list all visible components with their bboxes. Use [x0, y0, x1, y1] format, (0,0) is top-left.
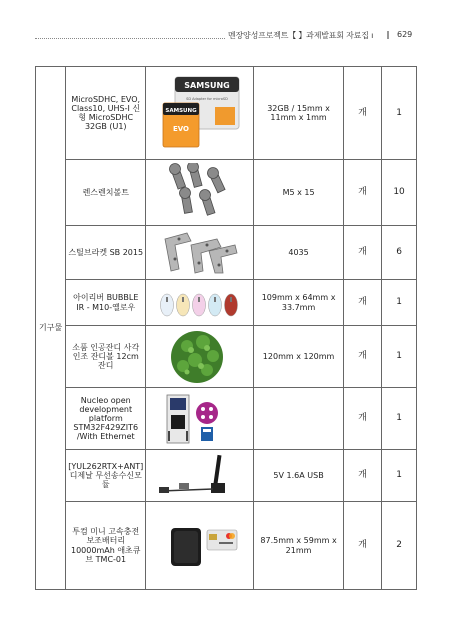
item-unit: 개	[343, 160, 381, 226]
microsd-label: EVO	[172, 125, 189, 133]
item-name: 아이리버 BUBBLE IR - M10-옐로우	[66, 280, 146, 326]
sd-adapter-label: SD Adapter for microSD	[185, 97, 228, 101]
header-separator: ‖	[386, 30, 390, 39]
item-qty: 2	[382, 502, 417, 590]
item-spec: 120mm x 120mm	[254, 326, 343, 388]
item-name: [YUL262RTX+ANT] 디제날 무선송수신모듈	[66, 450, 146, 502]
item-unit: 개	[343, 326, 381, 388]
category-cell: 기구물	[36, 67, 66, 590]
table-row	[36, 280, 417, 326]
item-unit: 개	[343, 280, 381, 326]
item-image-cell	[146, 388, 254, 450]
item-name: MicroSDHC, EVO, Class10, UHS-I 신형 MicroSDHC 32GB (U1)	[66, 67, 146, 160]
page-number: 629	[397, 30, 413, 39]
sd-adapter-brand: SAMSUNG	[184, 81, 230, 90]
samsung-microsd-card-image	[157, 73, 243, 153]
header-dotted-rule	[35, 38, 225, 39]
microsd-brand: SAMSUNG	[165, 108, 197, 114]
item-spec: M5 x 15	[254, 160, 343, 226]
mouse-wheel	[230, 297, 232, 302]
item-image-cell	[146, 502, 254, 590]
table-row	[36, 326, 417, 388]
item-spec	[254, 388, 343, 450]
item-spec: 5V 1.6A USB	[254, 450, 343, 502]
table-row	[36, 450, 417, 502]
page-header	[0, 30, 452, 46]
item-qty: 1	[382, 388, 417, 450]
mouse-wheel	[182, 297, 184, 302]
item-spec: 87.5mm x 59mm x 21mm	[254, 502, 343, 590]
hex-bolts-image	[157, 163, 243, 223]
table-row	[36, 388, 417, 450]
table-row	[36, 160, 417, 226]
parts-table	[35, 66, 417, 590]
item-qty: 1	[382, 280, 417, 326]
item-name: Nucleo open development platform STM32F429ZIT6 /With Ethernet	[66, 388, 146, 450]
table-row	[36, 67, 417, 160]
header-title: 멘장양성프로젝트【 】과제발표회 자료집 ı	[228, 31, 374, 40]
item-unit: 개	[343, 226, 381, 280]
color-mice-image	[157, 285, 243, 321]
mouse-wheel	[166, 297, 168, 302]
table-row	[36, 226, 417, 280]
item-unit: 개	[343, 388, 381, 450]
item-image-cell	[146, 67, 254, 160]
item-qty: 1	[382, 450, 417, 502]
item-name: 투컴 미니 고속충전 보조배터리 10000mAh 애초큐브 TMC-01	[66, 502, 146, 590]
item-image-cell	[146, 160, 254, 226]
item-qty: 6	[382, 226, 417, 280]
mouse-wheel	[214, 297, 216, 302]
nucleo-board-image	[157, 393, 243, 445]
artificial-grass-ball-image	[157, 328, 243, 386]
item-spec: 32GB / 15mm x 11mm x 1mm	[254, 67, 343, 160]
item-image-cell	[146, 326, 254, 388]
item-qty: 1	[382, 67, 417, 160]
item-name: 소품 인공잔디 사각 인조 잔디볼 12cm 잔디	[66, 326, 146, 388]
table-row	[36, 502, 417, 590]
item-image-cell	[146, 226, 254, 280]
item-image-cell	[146, 450, 254, 502]
mouse-wheel	[198, 297, 200, 302]
item-spec: 4035	[254, 226, 343, 280]
item-unit: 개	[343, 450, 381, 502]
power-bank-image	[157, 516, 243, 576]
item-unit: 개	[343, 502, 381, 590]
item-unit: 개	[343, 67, 381, 160]
item-qty: 1	[382, 326, 417, 388]
item-name: 스틸브라켓 SB 2015	[66, 226, 146, 280]
item-image-cell	[146, 280, 254, 326]
item-name: 렌스렌치볼트	[66, 160, 146, 226]
wireless-module-image	[157, 453, 243, 499]
steel-brackets-image	[157, 229, 243, 277]
item-spec: 109mm x 64mm x 33.7mm	[254, 280, 343, 326]
item-qty: 10	[382, 160, 417, 226]
